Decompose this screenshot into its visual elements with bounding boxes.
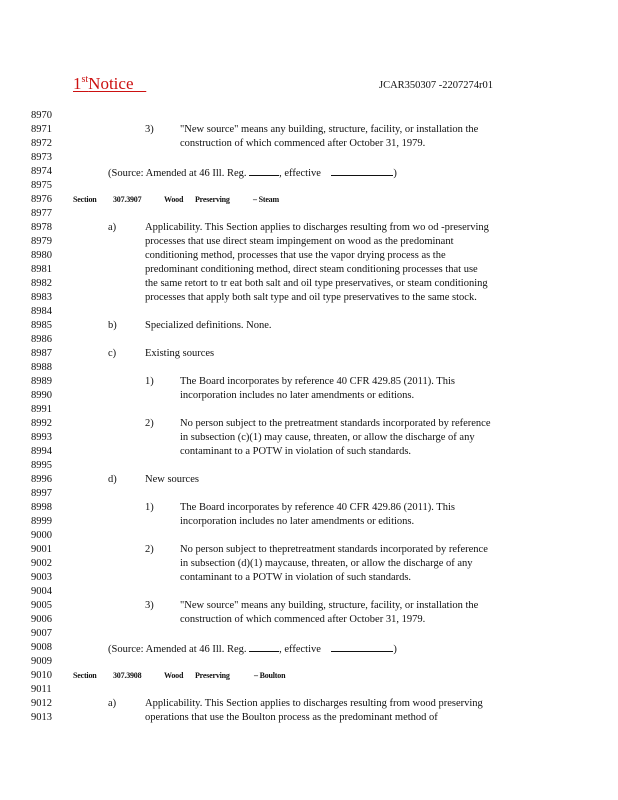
- line-number: 8970: [31, 110, 52, 121]
- notice-word: Notice: [88, 74, 134, 93]
- body-line: operations that use the Boulton process as the predominant method of: [145, 712, 438, 723]
- line-number: 8983: [31, 292, 52, 303]
- notice-ordinal: st: [81, 74, 89, 85]
- section-title-word: – Boulton: [254, 671, 286, 680]
- body-line: processes that use direct steam impingement on wood as the predominant: [145, 236, 454, 247]
- line-number: 8975: [31, 180, 52, 191]
- line-number: 8973: [31, 152, 52, 163]
- line-number: 8998: [31, 502, 52, 513]
- line-number: 8989: [31, 376, 52, 387]
- body-line: The Board incorporates by reference 40 CFR 429.86 (2011). This: [180, 502, 455, 513]
- body-line: the same retort to tr eat both salt and oil type preservatives, or steam conditioning: [145, 278, 488, 289]
- source-note: [108, 166, 397, 180]
- section-number: 307.3907: [113, 195, 142, 204]
- item-marker: 3): [145, 600, 154, 611]
- line-number: 8974: [31, 166, 52, 177]
- line-number: 8995: [31, 460, 52, 471]
- body-line: construction of which commenced after October 31, 1979.: [180, 614, 426, 625]
- line-number: 8979: [31, 236, 52, 247]
- reg-blank: [249, 166, 279, 176]
- section-title-word: Preserving: [195, 671, 230, 680]
- line-number: 9007: [31, 628, 52, 639]
- source-note-effective: , effective: [279, 644, 321, 655]
- line-number: 8986: [31, 334, 52, 345]
- notice-heading: [73, 74, 146, 94]
- body-line: construction of which commenced after October 31, 1979.: [180, 138, 426, 149]
- notice-number: 1: [73, 74, 82, 93]
- line-number: 9006: [31, 614, 52, 625]
- line-number: 8994: [31, 446, 52, 457]
- section-title-word: Wood: [164, 671, 184, 680]
- source-note-close: ): [393, 168, 397, 179]
- section-label: Section: [73, 671, 97, 680]
- line-number: 8982: [31, 278, 52, 289]
- source-note-close: ): [393, 644, 397, 655]
- item-marker: a): [108, 698, 117, 709]
- body-line: contaminant to a POTW in violation of such standards.: [180, 446, 412, 457]
- line-number: 8971: [31, 124, 52, 135]
- section-title-word: Wood: [164, 195, 184, 204]
- line-number: 9009: [31, 656, 52, 667]
- line-number: 9003: [31, 572, 52, 583]
- source-note-effective: , effective: [279, 168, 321, 179]
- body-line: in subsection (d)(1) maycause, threaten, or allow the discharge of any: [180, 558, 473, 569]
- line-number: 8999: [31, 516, 52, 527]
- item-marker: c): [108, 348, 117, 359]
- item-marker: 2): [145, 418, 154, 429]
- body-line: processes that apply both salt type and oil type preservatives to the same stock.: [145, 292, 477, 303]
- line-number: 8990: [31, 390, 52, 401]
- line-number: 8981: [31, 264, 52, 275]
- line-number: 9004: [31, 586, 52, 597]
- body-line: predominant conditioning method, direct steam conditioning processes that use: [145, 264, 478, 275]
- body-line: The Board incorporates by reference 40 CFR 429.85 (2011). This: [180, 376, 455, 387]
- section-title-word: Preserving: [195, 195, 230, 204]
- line-number: 8977: [31, 208, 52, 219]
- section-label: Section: [73, 195, 97, 204]
- item-marker: b): [108, 320, 117, 331]
- source-note: [108, 642, 397, 656]
- body-line: Applicability. This Section applies to discharges resulting from wood preserving: [145, 698, 483, 709]
- item-marker: 3): [145, 124, 154, 135]
- section-title-word: – Steam: [253, 195, 279, 204]
- line-number: 9011: [31, 684, 52, 695]
- body-line: Specialized definitions. None.: [145, 320, 272, 331]
- line-number: 8984: [31, 306, 52, 317]
- line-number: 9000: [31, 530, 52, 541]
- body-line: incorporation includes no later amendments or editions.: [180, 516, 415, 527]
- line-number: 8987: [31, 348, 52, 359]
- source-note-text: (Source: Amended at 46 Ill. Reg.: [108, 168, 247, 179]
- body-line: No person subject to thepretreatment standards incorporated by reference: [180, 544, 488, 555]
- line-number: 8988: [31, 362, 52, 373]
- line-number: 9010: [31, 670, 52, 681]
- line-number: 9013: [31, 712, 52, 723]
- line-number: 8972: [31, 138, 52, 149]
- line-number: 9005: [31, 600, 52, 611]
- source-note-text: (Source: Amended at 46 Ill. Reg.: [108, 644, 247, 655]
- item-marker: d): [108, 474, 117, 485]
- line-number: 8996: [31, 474, 52, 485]
- section-number: 307.3908: [113, 671, 142, 680]
- body-line: conditioning method, processes that use the vapor drying process as the: [145, 250, 446, 261]
- line-number: 8978: [31, 222, 52, 233]
- body-line: Existing sources: [145, 348, 215, 359]
- body-line: "New source" means any building, structure, facility, or installation the: [180, 124, 479, 135]
- body-line: in subsection (c)(1) may cause, threaten, or allow the discharge of any: [180, 432, 475, 443]
- item-marker: a): [108, 222, 117, 233]
- line-number: 9012: [31, 698, 52, 709]
- body-line: Applicability. This Section applies to discharges resulting from wo od -preserving: [145, 222, 489, 233]
- body-line: New sources: [145, 474, 199, 485]
- line-number: 8993: [31, 432, 52, 443]
- line-number: 8985: [31, 320, 52, 331]
- document-code: JCAR350307 -2207274r01: [379, 80, 494, 91]
- line-number: 8992: [31, 418, 52, 429]
- item-marker: 1): [145, 502, 154, 513]
- line-number: 9008: [31, 642, 52, 653]
- effective-date-blank: [331, 642, 393, 652]
- line-number: 8997: [31, 488, 52, 499]
- line-number: 8980: [31, 250, 52, 261]
- reg-blank: [249, 642, 279, 652]
- effective-date-blank: [331, 166, 393, 176]
- line-number: 9002: [31, 558, 52, 569]
- line-number: 9001: [31, 544, 52, 555]
- body-line: contaminant to a POTW in violation of such standards.: [180, 572, 412, 583]
- body-line: No person subject to the pretreatment standards incorporated by reference: [180, 418, 491, 429]
- line-number: 8976: [31, 194, 52, 205]
- line-number: 8991: [31, 404, 52, 415]
- body-line: "New source" means any building, structure, facility, or installation the: [180, 600, 479, 611]
- item-marker: 2): [145, 544, 154, 555]
- item-marker: 1): [145, 376, 154, 387]
- body-line: incorporation includes no later amendments or editions.: [180, 390, 415, 401]
